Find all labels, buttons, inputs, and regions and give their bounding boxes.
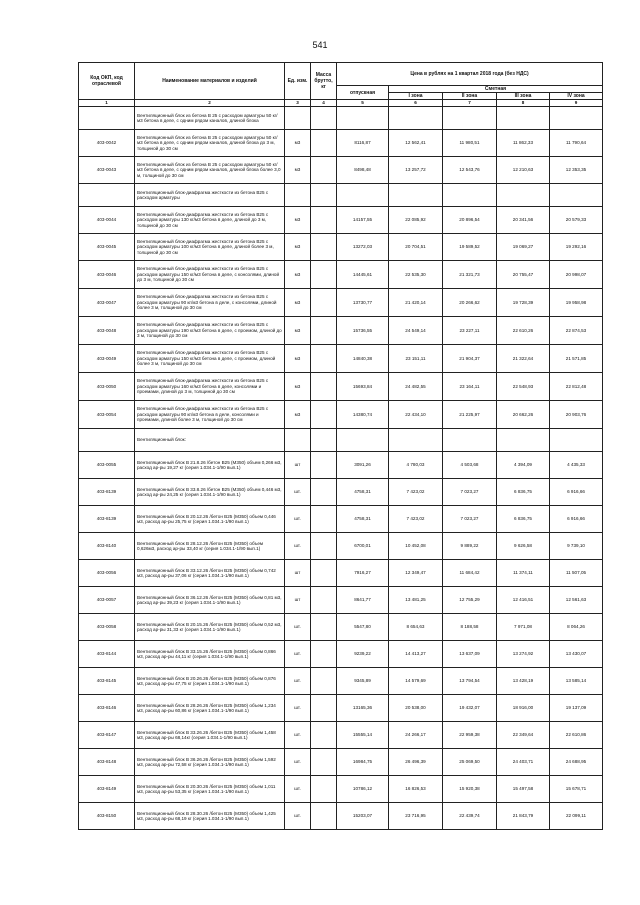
- cell-code: 403-0042: [79, 130, 135, 157]
- cell-mass: [311, 803, 337, 830]
- cell-release-price: 8641,77: [337, 587, 389, 614]
- cell-zone-4-price: 22 812,48: [550, 373, 603, 401]
- header-release: отпускная: [337, 86, 389, 100]
- cell-release-price: 8498,48: [337, 157, 389, 184]
- cell-unit: шт.: [285, 614, 311, 641]
- cell-zone-1-price: 21 420,14: [389, 289, 443, 317]
- cell-zone-1-price: 13 481,25: [389, 587, 443, 614]
- cell-mass: [311, 695, 337, 722]
- cell-name: Вентиляционный блок-диафрагма жесткости из бетона В25 с расходом арматуры 130 кг/м3 бетона в деле, длиной до 3 м, толщиной до 30 см: [135, 207, 285, 234]
- cell-mass: [311, 452, 337, 479]
- cell-zone-4-price: 11 507,05: [550, 560, 603, 587]
- cell-name: Вентиляционный блок В 20.15.26 /бетон В25 (М350) объем 0,52 м3, расход ар-ры 31,33 кг (серия 1.034.1-1/90 вып.1): [135, 614, 285, 641]
- cell-unit: шт.: [285, 776, 311, 803]
- cell-empty: [337, 184, 389, 207]
- cell-code: 403-0046: [79, 261, 135, 289]
- cell-zone-3-price: 24 403,71: [497, 749, 550, 776]
- cell-zone-4-price: 11 790,64: [550, 130, 603, 157]
- cell-name: Вентиляционный блок В 36.26.26 /бетон В25 (М350) объем 1,592 м3, расход ар-ры 72,58 кг (серия 1.034.1-1/90 вып.1): [135, 749, 285, 776]
- cell-zone-2-price: 19 432,07: [443, 695, 497, 722]
- cell-release-price: 9239,22: [337, 641, 389, 668]
- cell-zone-1-price: 10 452,08: [389, 533, 443, 560]
- cell-unit: шт: [285, 560, 311, 587]
- cell-name: Вентиляционный блок-диафрагма жесткости из бетона В25 с расходом арматуры 190 кг/м3 бетона в деле, с проемом, длиной до 3 м, толщиной до 30 см: [135, 317, 285, 345]
- cell-code: [79, 429, 135, 452]
- page-number: 541: [312, 40, 328, 50]
- cell-zone-4-price: 20 579,33: [550, 207, 603, 234]
- cell-zone-1-price: 20 704,51: [389, 234, 443, 261]
- cell-name: Вентиляционный блок В 33.8.26 /бетон В25 (М350) объем 0,446 м3, расход ар-ры 24,25 кг (серия 1.034.1-1/90 вып.1): [135, 479, 285, 506]
- cell-empty: [285, 429, 311, 452]
- cell-zone-3-price: 22 610,26: [497, 317, 550, 345]
- cell-zone-1-price: 23 716,95: [389, 803, 443, 830]
- table-header: [79, 63, 603, 107]
- header-estimate: Сметная: [389, 86, 603, 93]
- cell-release-price: 13730,77: [337, 289, 389, 317]
- header-zone-3: III зона: [497, 93, 550, 100]
- cell-empty: [550, 429, 603, 452]
- header-zone-4: IV зона: [550, 93, 603, 100]
- cell-release-price: 3091,26: [337, 452, 389, 479]
- cell-group-name: Вентиляционный блок-диафрагма жесткости из бетона В25 с расходом арматуры: [135, 184, 285, 207]
- cell-zone-3-price: 6 836,75: [497, 479, 550, 506]
- table-row: [79, 452, 603, 479]
- cell-zone-1-price: 12 562,41: [389, 130, 443, 157]
- table-row: [79, 401, 603, 429]
- cell-release-price: 14445,61: [337, 261, 389, 289]
- price-table: [78, 62, 603, 830]
- cell-release-price: 15693,84: [337, 373, 389, 401]
- table-row: [79, 289, 603, 317]
- cell-zone-4-price: 13 585,14: [550, 668, 603, 695]
- cell-code: 403-0057: [79, 587, 135, 614]
- cell-zone-4-price: 6 916,66: [550, 506, 603, 533]
- cell-mass: [311, 157, 337, 184]
- table-body: [79, 107, 603, 830]
- cell-name: Вентиляционный блок В 33.26.26 /бетон В25 (М350) объем 1,458 м3, расход ар-ры 68,14кг (серия 1.034.1-1/90 вып.1): [135, 722, 285, 749]
- cell-code: 403-0056: [79, 560, 135, 587]
- cell-zone-4-price: 21 571,85: [550, 345, 603, 373]
- cell-name: Вентиляционный блок В 20.12.26 /бетон В25 (М350) объем 0,446 м3, расход ар-ры 25,75 кг (серия 1.034.1-1/90 вып.1): [135, 506, 285, 533]
- table-row: [79, 373, 603, 401]
- cell-mass: [311, 722, 337, 749]
- cell-mass: [311, 317, 337, 345]
- cell-release-price: 14380,74: [337, 401, 389, 429]
- cell-zone-4-price: 24 688,95: [550, 749, 603, 776]
- cell-code: 403-8150: [79, 803, 135, 830]
- header-zone-2: II зона: [443, 93, 497, 100]
- header-zone-1: I зона: [389, 93, 443, 100]
- cell-code: 403-0054: [79, 401, 135, 429]
- cell-zone-2-price: 4 503,68: [443, 452, 497, 479]
- cell-zone-3-price: 6 836,75: [497, 506, 550, 533]
- cell-unit: шт: [285, 587, 311, 614]
- table-row: [79, 695, 603, 722]
- cell-zone-1-price: 23 151,11: [389, 345, 443, 373]
- cell-code: 403-0050: [79, 373, 135, 401]
- cell-unit: шт.: [285, 668, 311, 695]
- cell-zone-3-price: 11 862,33: [497, 130, 550, 157]
- cell-zone-1-price: 13 257,72: [389, 157, 443, 184]
- table-group-row: [79, 184, 603, 207]
- cell-mass: [311, 668, 337, 695]
- cell-zone-2-price: 21 904,37: [443, 345, 497, 373]
- cell-name: Вентиляционный блок из бетона В 25 с расходом арматуры 50 кг/м3 бетона в деле, с одним рядом каналов, длиной блока более 3,0 м, толщиной до 30 см: [135, 157, 285, 184]
- cell-mass: [311, 289, 337, 317]
- cell-unit: шт.: [285, 803, 311, 830]
- cell-zone-4-price: 19 958,98: [550, 289, 603, 317]
- table-row: [79, 749, 603, 776]
- cell-zone-1-price: 8 654,63: [389, 614, 443, 641]
- cell-zone-3-price: 15 497,58: [497, 776, 550, 803]
- cell-mass: [311, 234, 337, 261]
- cell-release-price: 8116,87: [337, 130, 389, 157]
- table-row: [79, 641, 603, 668]
- cell-zone-1-price: 7 423,02: [389, 506, 443, 533]
- cell-zone-2-price: 23 227,11: [443, 317, 497, 345]
- cell-zone-2-price: 13 794,54: [443, 668, 497, 695]
- cell-release-price: 13165,36: [337, 695, 389, 722]
- header-price: Цена в рублях на 1 квартал 2018 года (без НДС): [337, 63, 603, 86]
- table-row: [79, 207, 603, 234]
- cell-zone-4-price: 12 353,35: [550, 157, 603, 184]
- table-group-row: [79, 429, 603, 452]
- cell-release-price: 14840,38: [337, 345, 389, 373]
- cell-zone-2-price: 22 439,74: [443, 803, 497, 830]
- cell-release-price: 15555,14: [337, 722, 389, 749]
- column-number: 2: [135, 100, 285, 107]
- cell-empty: [337, 107, 389, 130]
- cell-code: 403-8139: [79, 479, 135, 506]
- cell-name: Вентиляционный блок В 28.30.26 /бетон В25 (М350) объем 1,425 м3, расход ар-ры 68,19 кг (серия 1.034.1-1/90 вып.1): [135, 803, 285, 830]
- cell-name: Вентиляционный блок-диафрагма жесткости из бетона В25 с расходом арматуры 150 кг/м3 бетона в деле, с консолями, длиной до 3 м, толщиной до 30 см: [135, 261, 285, 289]
- cell-empty: [311, 184, 337, 207]
- table-row: [79, 533, 603, 560]
- table-row: [79, 803, 603, 830]
- cell-zone-4-price: 6 916,66: [550, 479, 603, 506]
- cell-zone-2-price: 15 920,38: [443, 776, 497, 803]
- cell-zone-2-price: 7 023,27: [443, 479, 497, 506]
- cell-name: Вентиляционный блок В 20.26.26 /бетон В25 (М350) объем 0,876 м3, расход ар-ры 47,75 кг (серия 1.034.1-1/90 вып.1): [135, 668, 285, 695]
- cell-mass: [311, 749, 337, 776]
- cell-code: 403-0044: [79, 207, 135, 234]
- cell-release-price: 9345,89: [337, 668, 389, 695]
- cell-zone-4-price: 22 610,86: [550, 722, 603, 749]
- cell-zone-3-price: 19 728,39: [497, 289, 550, 317]
- table-row: [79, 479, 603, 506]
- cell-name: Вентиляционный блок В 28.12.26 /бетон В25 (М350) объем 0,626м3, расход ар-ры 33,40 кг (серия 1.034.1-1/90 вып.1): [135, 533, 285, 560]
- cell-release-price: 4758,31: [337, 479, 389, 506]
- cell-release-price: 16984,75: [337, 749, 389, 776]
- cell-zone-3-price: 4 394,09: [497, 452, 550, 479]
- column-number: 7: [443, 100, 497, 107]
- cell-unit: шт.: [285, 479, 311, 506]
- cell-zone-1-price: 7 423,02: [389, 479, 443, 506]
- cell-code: 403-0047: [79, 289, 135, 317]
- cell-zone-2-price: 7 023,27: [443, 506, 497, 533]
- cell-empty: [550, 184, 603, 207]
- cell-zone-3-price: 22 349,64: [497, 722, 550, 749]
- cell-empty: [285, 184, 311, 207]
- cell-code: 403-0058: [79, 614, 135, 641]
- cell-name: Вентиляционный блок В 28.26.26 /бетон В25 (М350) объем 1,234 м3, расход ар-ры 60,86 кг (серия 1.034.1-1/90 вып.1): [135, 695, 285, 722]
- cell-code: 403-8146: [79, 695, 135, 722]
- cell-name: Вентиляционный блок из бетона В 25 с расходом арматуры 50 кг/м3 бетона в деле, с одним рядом каналов, длиной блока до 3 м, толщиной до 30 см: [135, 130, 285, 157]
- table-row: [79, 668, 603, 695]
- cell-release-price: 15203,07: [337, 803, 389, 830]
- cell-zone-3-price: 12 416,51: [497, 587, 550, 614]
- cell-mass: [311, 560, 337, 587]
- cell-zone-4-price: 19 292,16: [550, 234, 603, 261]
- cell-zone-1-price: 22 085,92: [389, 207, 443, 234]
- cell-code: 403-8148: [79, 749, 135, 776]
- cell-zone-1-price: 4 780,03: [389, 452, 443, 479]
- cell-unit: м3: [285, 234, 311, 261]
- cell-zone-3-price: 19 069,27: [497, 234, 550, 261]
- cell-zone-3-price: 12 210,63: [497, 157, 550, 184]
- cell-name: Вентиляционный блок В 33.12.26 /бетон В25 (М350) объем 0,742 м3, расход ар-ры 37,06 кг (серия 1.034.1-1/90 вып.1): [135, 560, 285, 587]
- cell-empty: [285, 107, 311, 130]
- cell-zone-3-price: 13 274,92: [497, 641, 550, 668]
- cell-name: Вентиляционный блок В 20.30.26 /бетон В25 (М350) объем 1,011 м3, расход ар-ры 53,35 кг (серия 1.034.1-1/90 вып.1): [135, 776, 285, 803]
- cell-code: 403-8140: [79, 533, 135, 560]
- table-row: [79, 722, 603, 749]
- cell-mass: [311, 533, 337, 560]
- cell-zone-1-price: 12 349,47: [389, 560, 443, 587]
- cell-zone-4-price: 22 099,11: [550, 803, 603, 830]
- cell-code: [79, 107, 135, 130]
- cell-release-price: 4758,31: [337, 506, 389, 533]
- cell-group-name: Вентиляционный блок:: [135, 429, 285, 452]
- cell-zone-2-price: 8 188,58: [443, 614, 497, 641]
- cell-zone-1-price: 22 535,30: [389, 261, 443, 289]
- cell-unit: шт.: [285, 722, 311, 749]
- table-row: [79, 234, 603, 261]
- cell-zone-2-price: 20 266,62: [443, 289, 497, 317]
- cell-mass: [311, 373, 337, 401]
- cell-zone-3-price: 20 341,56: [497, 207, 550, 234]
- cell-zone-2-price: 19 589,52: [443, 234, 497, 261]
- cell-zone-4-price: 20 903,76: [550, 401, 603, 429]
- cell-empty: [497, 107, 550, 130]
- cell-mass: [311, 207, 337, 234]
- cell-empty: [337, 429, 389, 452]
- cell-mass: [311, 641, 337, 668]
- table-row: [79, 130, 603, 157]
- cell-unit: м3: [285, 345, 311, 373]
- cell-code: 403-0049: [79, 345, 135, 373]
- column-number: 1: [79, 100, 135, 107]
- cell-zone-3-price: 7 971,08: [497, 614, 550, 641]
- cell-group-name: Вентиляционный блок из бетона В 25 с расходом арматуры 50 кг/м3 бетона в деле, с одним рядом каналов, длиной блока: [135, 107, 285, 130]
- cell-zone-2-price: 20 896,54: [443, 207, 497, 234]
- cell-zone-4-price: 15 678,71: [550, 776, 603, 803]
- table-row: [79, 345, 603, 373]
- cell-zone-1-price: 24 266,17: [389, 722, 443, 749]
- column-number: 5: [337, 100, 389, 107]
- cell-release-price: 7916,27: [337, 560, 389, 587]
- cell-release-price: 15736,55: [337, 317, 389, 345]
- table-row: [79, 157, 603, 184]
- cell-unit: шт.: [285, 506, 311, 533]
- cell-zone-4-price: 4 435,33: [550, 452, 603, 479]
- cell-empty: [497, 429, 550, 452]
- cell-zone-2-price: 13 637,09: [443, 641, 497, 668]
- header-name: Наименование материалов и изделий: [135, 63, 285, 100]
- cell-code: 403-8149: [79, 776, 135, 803]
- cell-unit: шт.: [285, 533, 311, 560]
- cell-unit: м3: [285, 157, 311, 184]
- table-row: [79, 560, 603, 587]
- cell-zone-4-price: 9 739,10: [550, 533, 603, 560]
- cell-name: Вентиляционный блок В 21.8.26 /бетон В25 (М350) объем 0,266 м3, расход ар-ры 19,27 кг (серия 1.034.1-1/90 вып.1): [135, 452, 285, 479]
- cell-unit: м3: [285, 317, 311, 345]
- cell-name: Вентиляционный блок В 33.15.26 /бетон В25 (М350) объем 0,866 м3, расход ар-ры 44,11 кг (серия 1.034.1-1/90 вып.1): [135, 641, 285, 668]
- cell-mass: [311, 401, 337, 429]
- cell-zone-2-price: 22 959,38: [443, 722, 497, 749]
- cell-zone-3-price: 20 662,26: [497, 401, 550, 429]
- cell-zone-4-price: 13 430,07: [550, 641, 603, 668]
- cell-zone-3-price: 21 322,64: [497, 345, 550, 373]
- column-number-row: [79, 100, 603, 107]
- table-row: [79, 614, 603, 641]
- cell-name: Вентиляционный блок-диафрагма жесткости из бетона В25 с расходом арматуры 100 кг/м3 бетона в деле, длиной более 3 м, толщиной до 30 см: [135, 234, 285, 261]
- cell-code: 403-8139: [79, 506, 135, 533]
- header-unit: Ед. изм.: [285, 63, 311, 100]
- cell-unit: шт: [285, 452, 311, 479]
- cell-zone-4-price: 22 874,53: [550, 317, 603, 345]
- cell-empty: [443, 184, 497, 207]
- cell-unit: м3: [285, 207, 311, 234]
- cell-zone-2-price: 9 889,22: [443, 533, 497, 560]
- cell-zone-2-price: 25 069,50: [443, 749, 497, 776]
- cell-mass: [311, 261, 337, 289]
- column-number: 8: [497, 100, 550, 107]
- cell-zone-4-price: 12 561,63: [550, 587, 603, 614]
- cell-mass: [311, 130, 337, 157]
- cell-empty: [389, 429, 443, 452]
- cell-zone-4-price: 19 137,09: [550, 695, 603, 722]
- cell-empty: [311, 429, 337, 452]
- cell-mass: [311, 614, 337, 641]
- cell-name: Вентиляционный блок-диафрагма жесткости из бетона В25 с расходом арматуры 90 кг/м3 бетона в деле, консолями и проемами, длиной более 3 м, толщиной до 30 см: [135, 401, 285, 429]
- cell-unit: шт.: [285, 641, 311, 668]
- header-mass: Масса брутто, кг: [311, 63, 337, 100]
- column-number: 6: [389, 100, 443, 107]
- cell-zone-1-price: 14 413,27: [389, 641, 443, 668]
- cell-name: Вентиляционный блок В 36.12.26 /бетон В25 (М350) объем 0,81 м3, расход ар-ры 39,23 кг (серия 1.034.1-1/90 вып.1): [135, 587, 285, 614]
- cell-zone-1-price: 24 549,14: [389, 317, 443, 345]
- cell-unit: шт.: [285, 749, 311, 776]
- header-code: Код ОКП, код отраслевой: [79, 63, 135, 100]
- cell-release-price: 5547,80: [337, 614, 389, 641]
- cell-release-price: 6700,01: [337, 533, 389, 560]
- cell-zone-2-price: 11 684,42: [443, 560, 497, 587]
- cell-code: 403-8147: [79, 722, 135, 749]
- column-number: 9: [550, 100, 603, 107]
- cell-unit: м3: [285, 373, 311, 401]
- cell-name: Вентиляционный блок-диафрагма жесткости из бетона В25 с расходом арматуры 150 кг/м3 бетона в деле, с проемом, длиной более 3 м, толщиной до 30 см: [135, 345, 285, 373]
- cell-zone-2-price: 21 225,97: [443, 401, 497, 429]
- cell-zone-1-price: 26 496,39: [389, 749, 443, 776]
- cell-zone-3-price: 18 916,00: [497, 695, 550, 722]
- column-number: 4: [311, 100, 337, 107]
- cell-empty: [443, 107, 497, 130]
- cell-unit: шт.: [285, 695, 311, 722]
- cell-zone-1-price: 16 826,53: [389, 776, 443, 803]
- cell-name: Вентиляционный блок-диафрагма жесткости из бетона В25 с расходом арматуры 160 кг/м3 бетона в деле, консолями и проемами, длиной до 3 м, толщиной до 30 см: [135, 373, 285, 401]
- cell-code: 403-8144: [79, 641, 135, 668]
- cell-zone-3-price: 13 428,19: [497, 668, 550, 695]
- cell-zone-1-price: 14 579,69: [389, 668, 443, 695]
- cell-name: Вентиляционный блок-диафрагма жесткости из бетона В25 с расходом арматуры 90 кг/м3 бетона в деле, с консолями, длиной более 3 м, толщиной до 30 см: [135, 289, 285, 317]
- cell-mass: [311, 479, 337, 506]
- cell-zone-2-price: 11 980,51: [443, 130, 497, 157]
- cell-unit: м3: [285, 130, 311, 157]
- cell-zone-4-price: 20 998,07: [550, 261, 603, 289]
- cell-release-price: 10786,12: [337, 776, 389, 803]
- cell-empty: [389, 184, 443, 207]
- cell-zone-2-price: 21 321,73: [443, 261, 497, 289]
- cell-mass: [311, 345, 337, 373]
- cell-zone-1-price: 24 482,55: [389, 373, 443, 401]
- cell-unit: м3: [285, 401, 311, 429]
- table-group-row: [79, 107, 603, 130]
- cell-empty: [443, 429, 497, 452]
- cell-zone-3-price: 21 843,79: [497, 803, 550, 830]
- cell-release-price: 14157,55: [337, 207, 389, 234]
- cell-empty: [389, 107, 443, 130]
- cell-code: 403-0043: [79, 157, 135, 184]
- cell-zone-3-price: 20 755,47: [497, 261, 550, 289]
- cell-mass: [311, 587, 337, 614]
- table-row: [79, 317, 603, 345]
- cell-unit: м3: [285, 261, 311, 289]
- cell-empty: [311, 107, 337, 130]
- cell-code: 403-8145: [79, 668, 135, 695]
- cell-zone-4-price: 8 064,26: [550, 614, 603, 641]
- cell-empty: [550, 107, 603, 130]
- cell-zone-1-price: 20 538,00: [389, 695, 443, 722]
- cell-zone-2-price: 12 543,76: [443, 157, 497, 184]
- cell-zone-3-price: 9 626,58: [497, 533, 550, 560]
- table-row: [79, 776, 603, 803]
- column-number: 3: [285, 100, 311, 107]
- cell-zone-1-price: 22 434,10: [389, 401, 443, 429]
- cell-zone-2-price: 12 755,29: [443, 587, 497, 614]
- table-row: [79, 506, 603, 533]
- cell-mass: [311, 506, 337, 533]
- cell-code: [79, 184, 135, 207]
- cell-code: 403-0055: [79, 452, 135, 479]
- cell-mass: [311, 776, 337, 803]
- cell-zone-2-price: 23 164,11: [443, 373, 497, 401]
- cell-release-price: 13272,03: [337, 234, 389, 261]
- cell-unit: м3: [285, 289, 311, 317]
- table-row: [79, 587, 603, 614]
- cell-zone-3-price: 22 548,93: [497, 373, 550, 401]
- cell-empty: [497, 184, 550, 207]
- cell-zone-3-price: 11 374,11: [497, 560, 550, 587]
- cell-code: 403-0045: [79, 234, 135, 261]
- table-row: [79, 261, 603, 289]
- cell-code: 403-0048: [79, 317, 135, 345]
